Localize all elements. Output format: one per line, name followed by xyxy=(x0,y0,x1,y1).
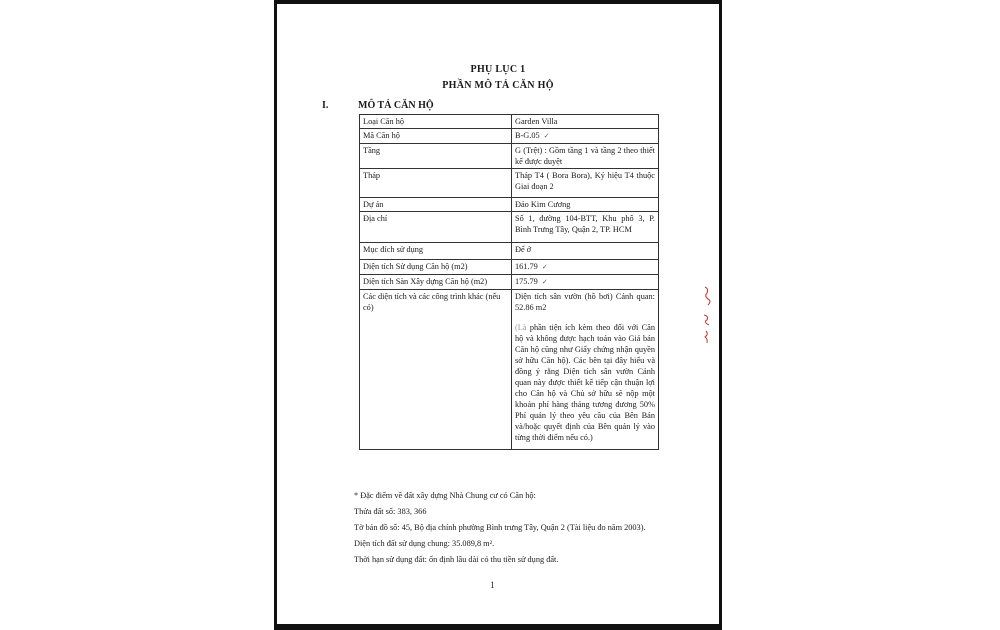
row-label: Dự án xyxy=(360,198,512,212)
scan-frame-right xyxy=(719,0,722,630)
row-label: Mục đích sử dụng xyxy=(360,243,512,260)
check-mark-icon: ✓ xyxy=(541,263,548,271)
document-page xyxy=(277,4,719,624)
garden-area-text: Diện tích sân vườn (hồ bơi) Cảnh quan: 52.86 m2 xyxy=(515,292,655,312)
check-mark-icon: ✓ xyxy=(541,278,548,286)
note-line: * Đặc điểm về đất xây dựng Nhà Chung cư có Căn hộ: xyxy=(354,491,536,500)
note-line: Diện tích đất sử dụng chung: 35.089,8 m². xyxy=(354,539,495,548)
table-row xyxy=(360,169,659,198)
row-value: Số 1, đường 104-BTT, Khu phố 3, P. Bình Trưng Tây, Quận 2, TP. HCM xyxy=(512,212,659,243)
row-value-text: 161.79 xyxy=(515,262,538,271)
note-line: Thời hạn sử dụng đất: ổn định lâu dài có thu tiền sử dụng đất. xyxy=(354,555,559,564)
row-value xyxy=(512,275,659,290)
red-ink-signature-icon xyxy=(701,285,715,345)
note-line: Tờ bản đồ số: 45, Bộ địa chính phường Bình trưng Tây, Quận 2 (Tài liệu đo năm 2003). xyxy=(354,523,646,532)
row-label: Diện tích Sử dụng Căn hộ (m2) xyxy=(360,260,512,275)
check-mark-icon: ✓ xyxy=(543,132,550,140)
row-value xyxy=(512,260,659,275)
table-row xyxy=(360,144,659,169)
row-label: Địa chỉ xyxy=(360,212,512,243)
row-label: Diện tích Sàn Xây dựng Căn hộ (m2) xyxy=(360,275,512,290)
row-value: G (Trệt) : Gồm tầng 1 và tầng 2 theo thiết kế được duyệt xyxy=(512,144,659,169)
row-label: Loại Căn hộ xyxy=(360,115,512,129)
row-value: Garden Villa xyxy=(512,115,659,129)
table-row xyxy=(360,290,659,450)
smudged-text: (Là xyxy=(515,323,527,332)
row-label: Tầng xyxy=(360,144,512,169)
note-line: Thửa đất số: 383, 366 xyxy=(354,507,427,516)
scan-frame-bottom xyxy=(274,624,722,630)
row-value-text: B-G.05 xyxy=(515,131,540,140)
table-row xyxy=(360,212,659,243)
row-value: Để ở xyxy=(512,243,659,260)
table-row xyxy=(360,115,659,129)
row-value-text: 175.79 xyxy=(515,277,538,286)
row-value xyxy=(512,129,659,144)
garden-area-note xyxy=(515,322,655,443)
land-notes xyxy=(354,490,654,570)
table-row xyxy=(360,260,659,275)
apartment-description-table xyxy=(359,114,659,450)
row-value: Tháp T4 ( Bora Bora), Ký hiệu T4 thuộc Giai đoạn 2 xyxy=(512,169,659,198)
table-row xyxy=(360,275,659,290)
table-row xyxy=(360,198,659,212)
page-number: 1 xyxy=(490,580,495,590)
appendix-heading: PHỤ LỤC 1 xyxy=(470,64,526,75)
table-row xyxy=(360,129,659,144)
row-value: Đảo Kim Cương xyxy=(512,198,659,212)
document-title: PHẦN MÔ TẢ CĂN HỘ xyxy=(442,80,554,91)
row-label: Các diện tích và các công trình khác (nếu có) xyxy=(360,290,512,450)
table-row xyxy=(360,243,659,260)
garden-area-note-text: phần tiện ích kèm theo đối với Căn hộ và không được hạch toán vào Giá bán Căn hộ cũng như Giấy chứng nhận quyền sở hữu Căn hộ). Các bên tại đây hiểu và đồng ý rằng Diện tích sân vườn Cảnh quan này được thiết kế tiếp cận thuận lợi cho Căn hộ và Chủ sở hữu sẽ nộp một khoản phí hàng tháng tương đương 50% Phí quản lý theo yêu cầu của Bên Bán và/hoặc quyết định của Bên quản lý vào từng thời điểm nếu có.) xyxy=(515,323,656,442)
section-number: I. xyxy=(322,100,329,111)
row-value xyxy=(512,290,659,450)
row-label: Tháp xyxy=(360,169,512,198)
section-title: MÔ TẢ CĂN HỘ xyxy=(358,100,434,111)
row-label: Mã Căn hộ xyxy=(360,129,512,144)
